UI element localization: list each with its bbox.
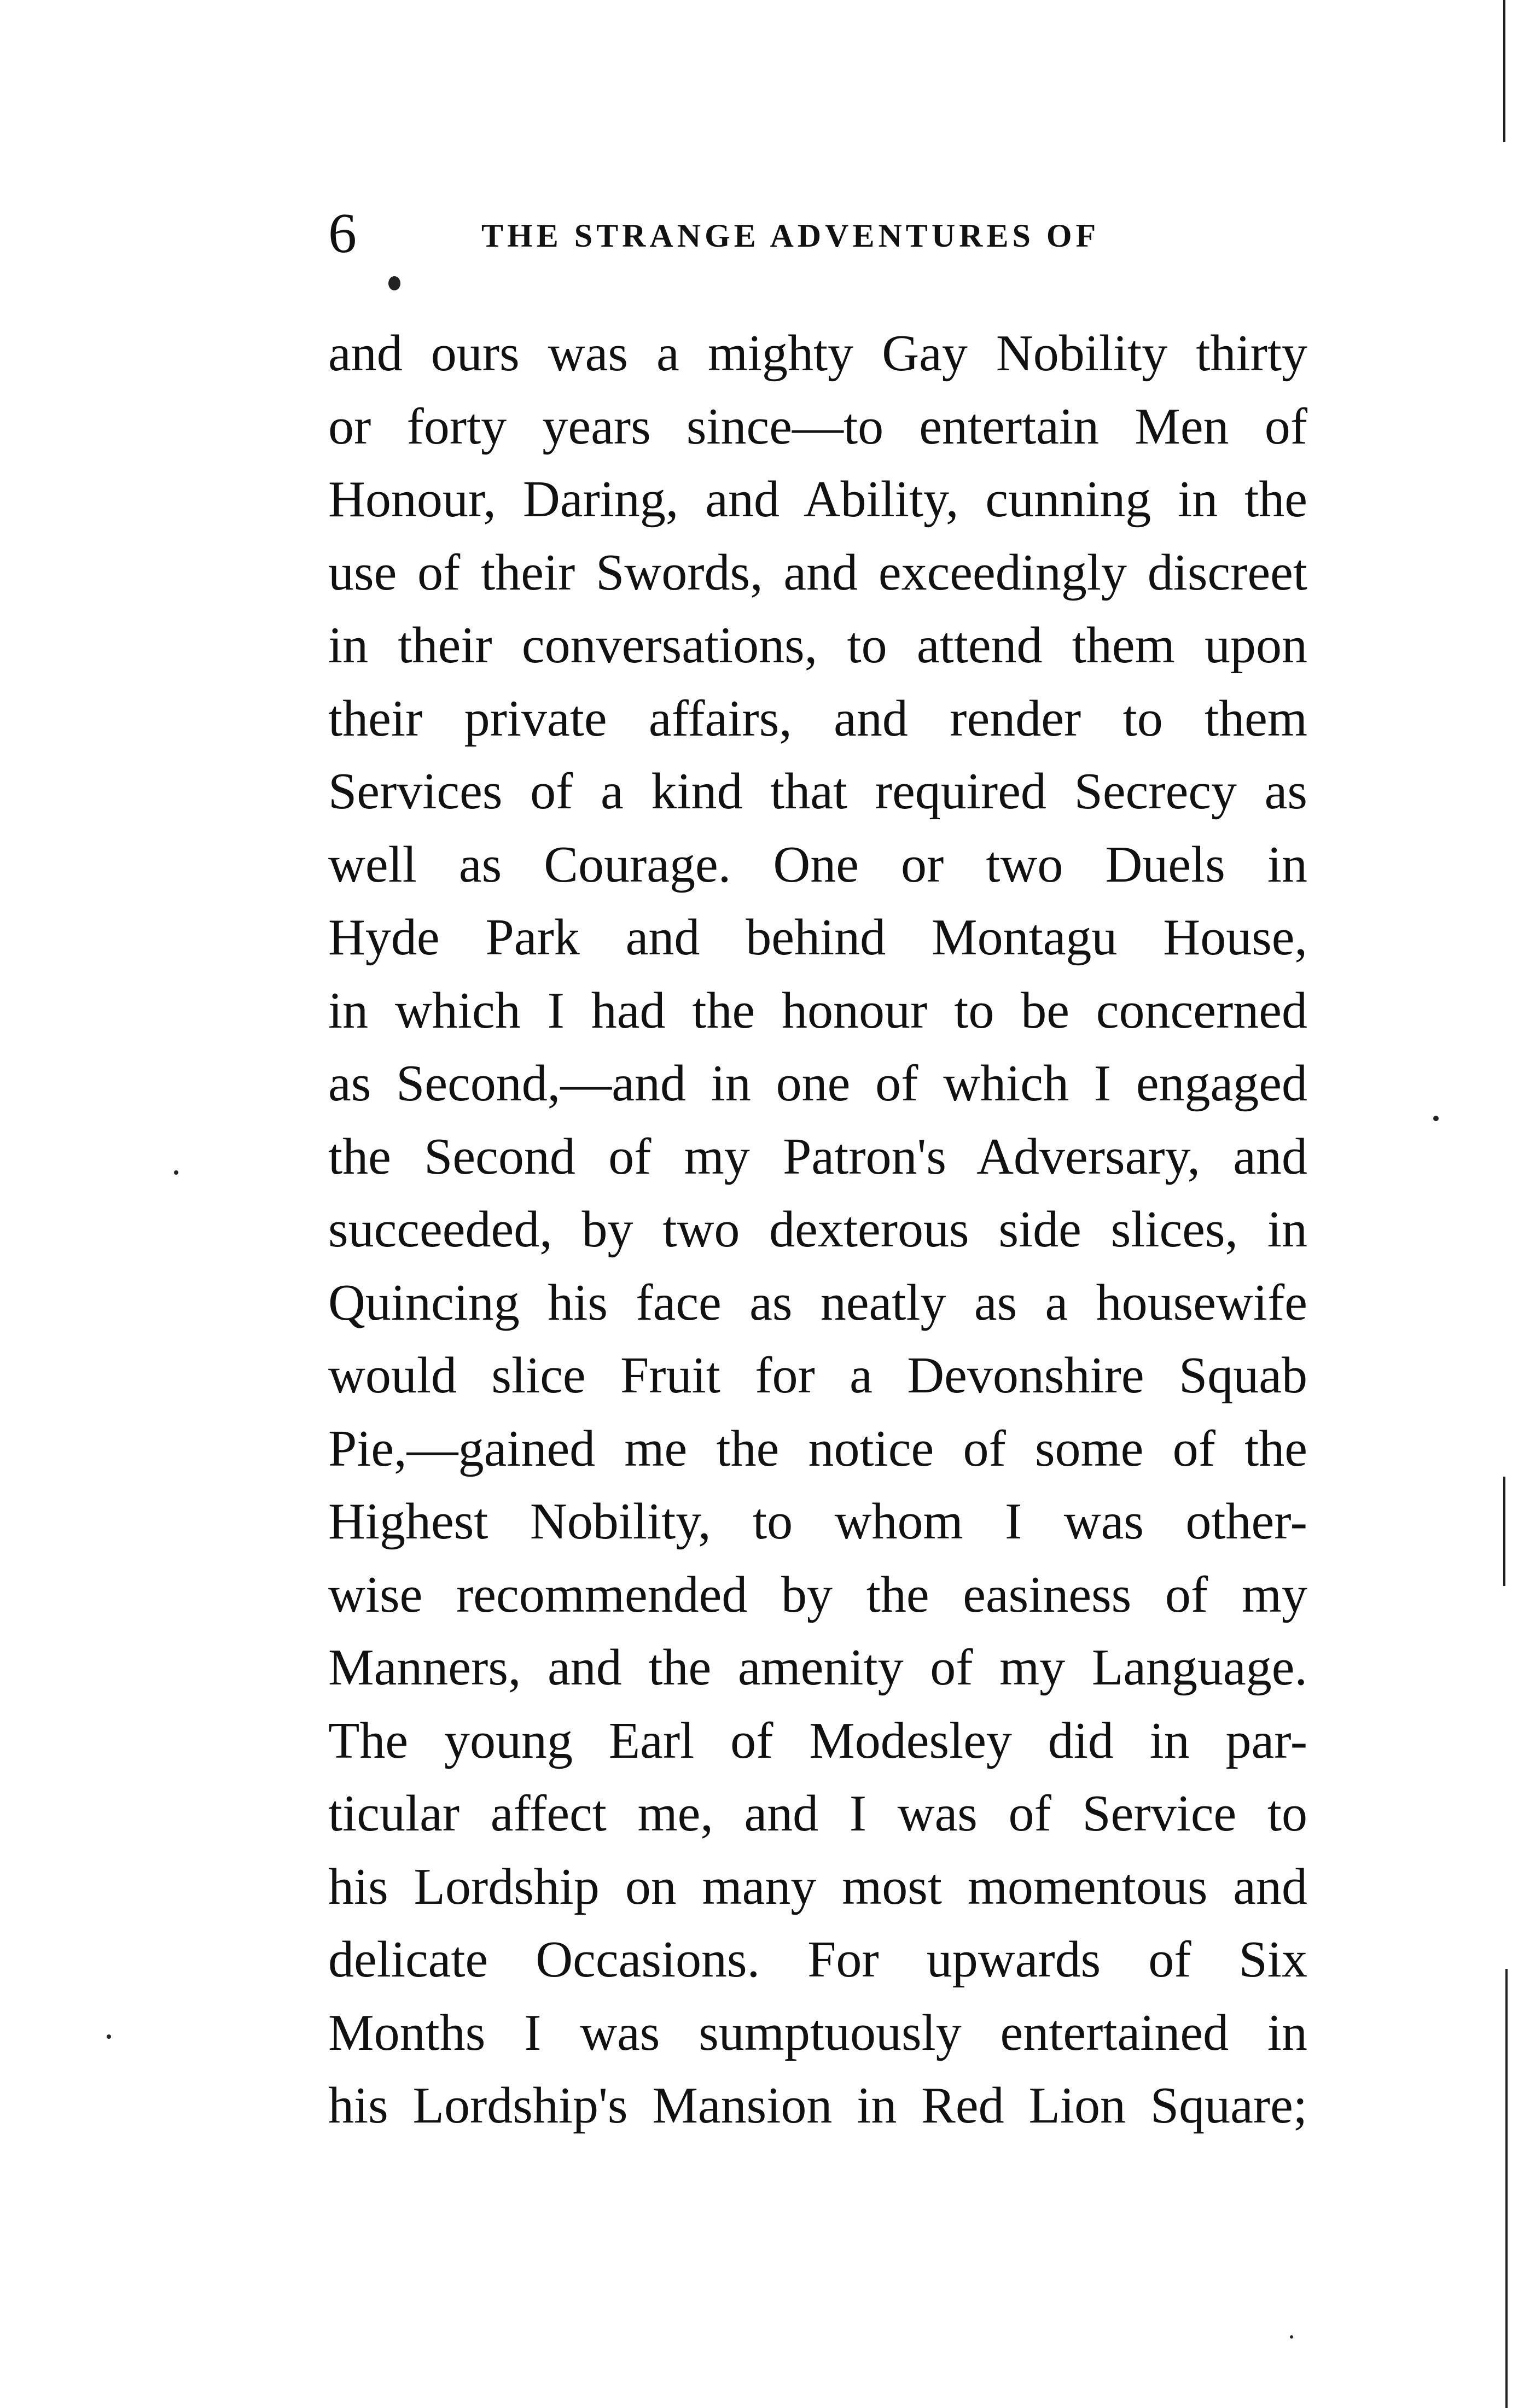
text-line: in which I had the honour to be concerned: [328, 982, 1307, 1039]
scan-edge-line: [1503, 0, 1505, 142]
text-line: the Second of my Patron's Adversary, and: [328, 1128, 1307, 1185]
text-line: as Second,—and in one of which I engaged: [328, 1055, 1307, 1112]
scan-edge-line: [1505, 1969, 1508, 2408]
text-line: his Lordship's Mansion in Red Lion Square;: [328, 2077, 1307, 2134]
text-line: Pie,—gained me the notice of some of the: [328, 1420, 1307, 1477]
text-line: Quincing his face as neatly as a housewife: [328, 1274, 1307, 1331]
scan-speck: [174, 1170, 178, 1175]
scan-edge-line: [1503, 1477, 1505, 1586]
running-head: [328, 203, 1307, 264]
text-line: use of their Swords, and exceedingly discreet: [328, 544, 1307, 601]
text-line: ticular affect me, and I was of Service to: [328, 1785, 1307, 1842]
text-line: Months I was sumptuously entertained in: [328, 2004, 1307, 2061]
scan-speck: [1290, 2335, 1293, 2339]
text-line: and ours was a mighty Gay Nobility thirty: [328, 325, 1307, 382]
text-line: Manners, and the amenity of my Language.: [328, 1639, 1307, 1696]
running-title: THE STRANGE ADVENTURES OF: [481, 218, 1100, 254]
scan-speck: [388, 276, 400, 290]
scan-speck: [107, 2034, 111, 2039]
text-line: would slice Fruit for a Devonshire Squab: [328, 1347, 1307, 1404]
text-line: in their conversations, to attend them upon: [328, 617, 1307, 674]
text-line: his Lordship on many most momentous and: [328, 1858, 1307, 1915]
body-text: [328, 317, 1307, 2143]
scan-speck: [1433, 1116, 1439, 1121]
page-number: 6: [328, 202, 357, 265]
text-line: their private affairs, and render to them: [328, 690, 1307, 747]
text-line: Highest Nobility, to whom I was other-: [328, 1493, 1307, 1550]
text-line: well as Courage. One or two Duels in: [328, 836, 1307, 893]
text-line: Honour, Daring, and Ability, cunning in the: [328, 471, 1307, 528]
text-line: Services of a kind that required Secrecy as: [328, 763, 1307, 820]
text-line: Hyde Park and behind Montagu House,: [328, 909, 1307, 966]
text-line: delicate Occasions. For upwards of Six: [328, 1931, 1307, 1988]
text-line: or forty years since—to entertain Men of: [328, 398, 1307, 455]
text-line: succeeded, by two dexterous side slices, in: [328, 1201, 1307, 1258]
text-line: wise recommended by the easiness of my: [328, 1566, 1307, 1623]
text-line: The young Earl of Modesley did in par-: [328, 1712, 1307, 1769]
